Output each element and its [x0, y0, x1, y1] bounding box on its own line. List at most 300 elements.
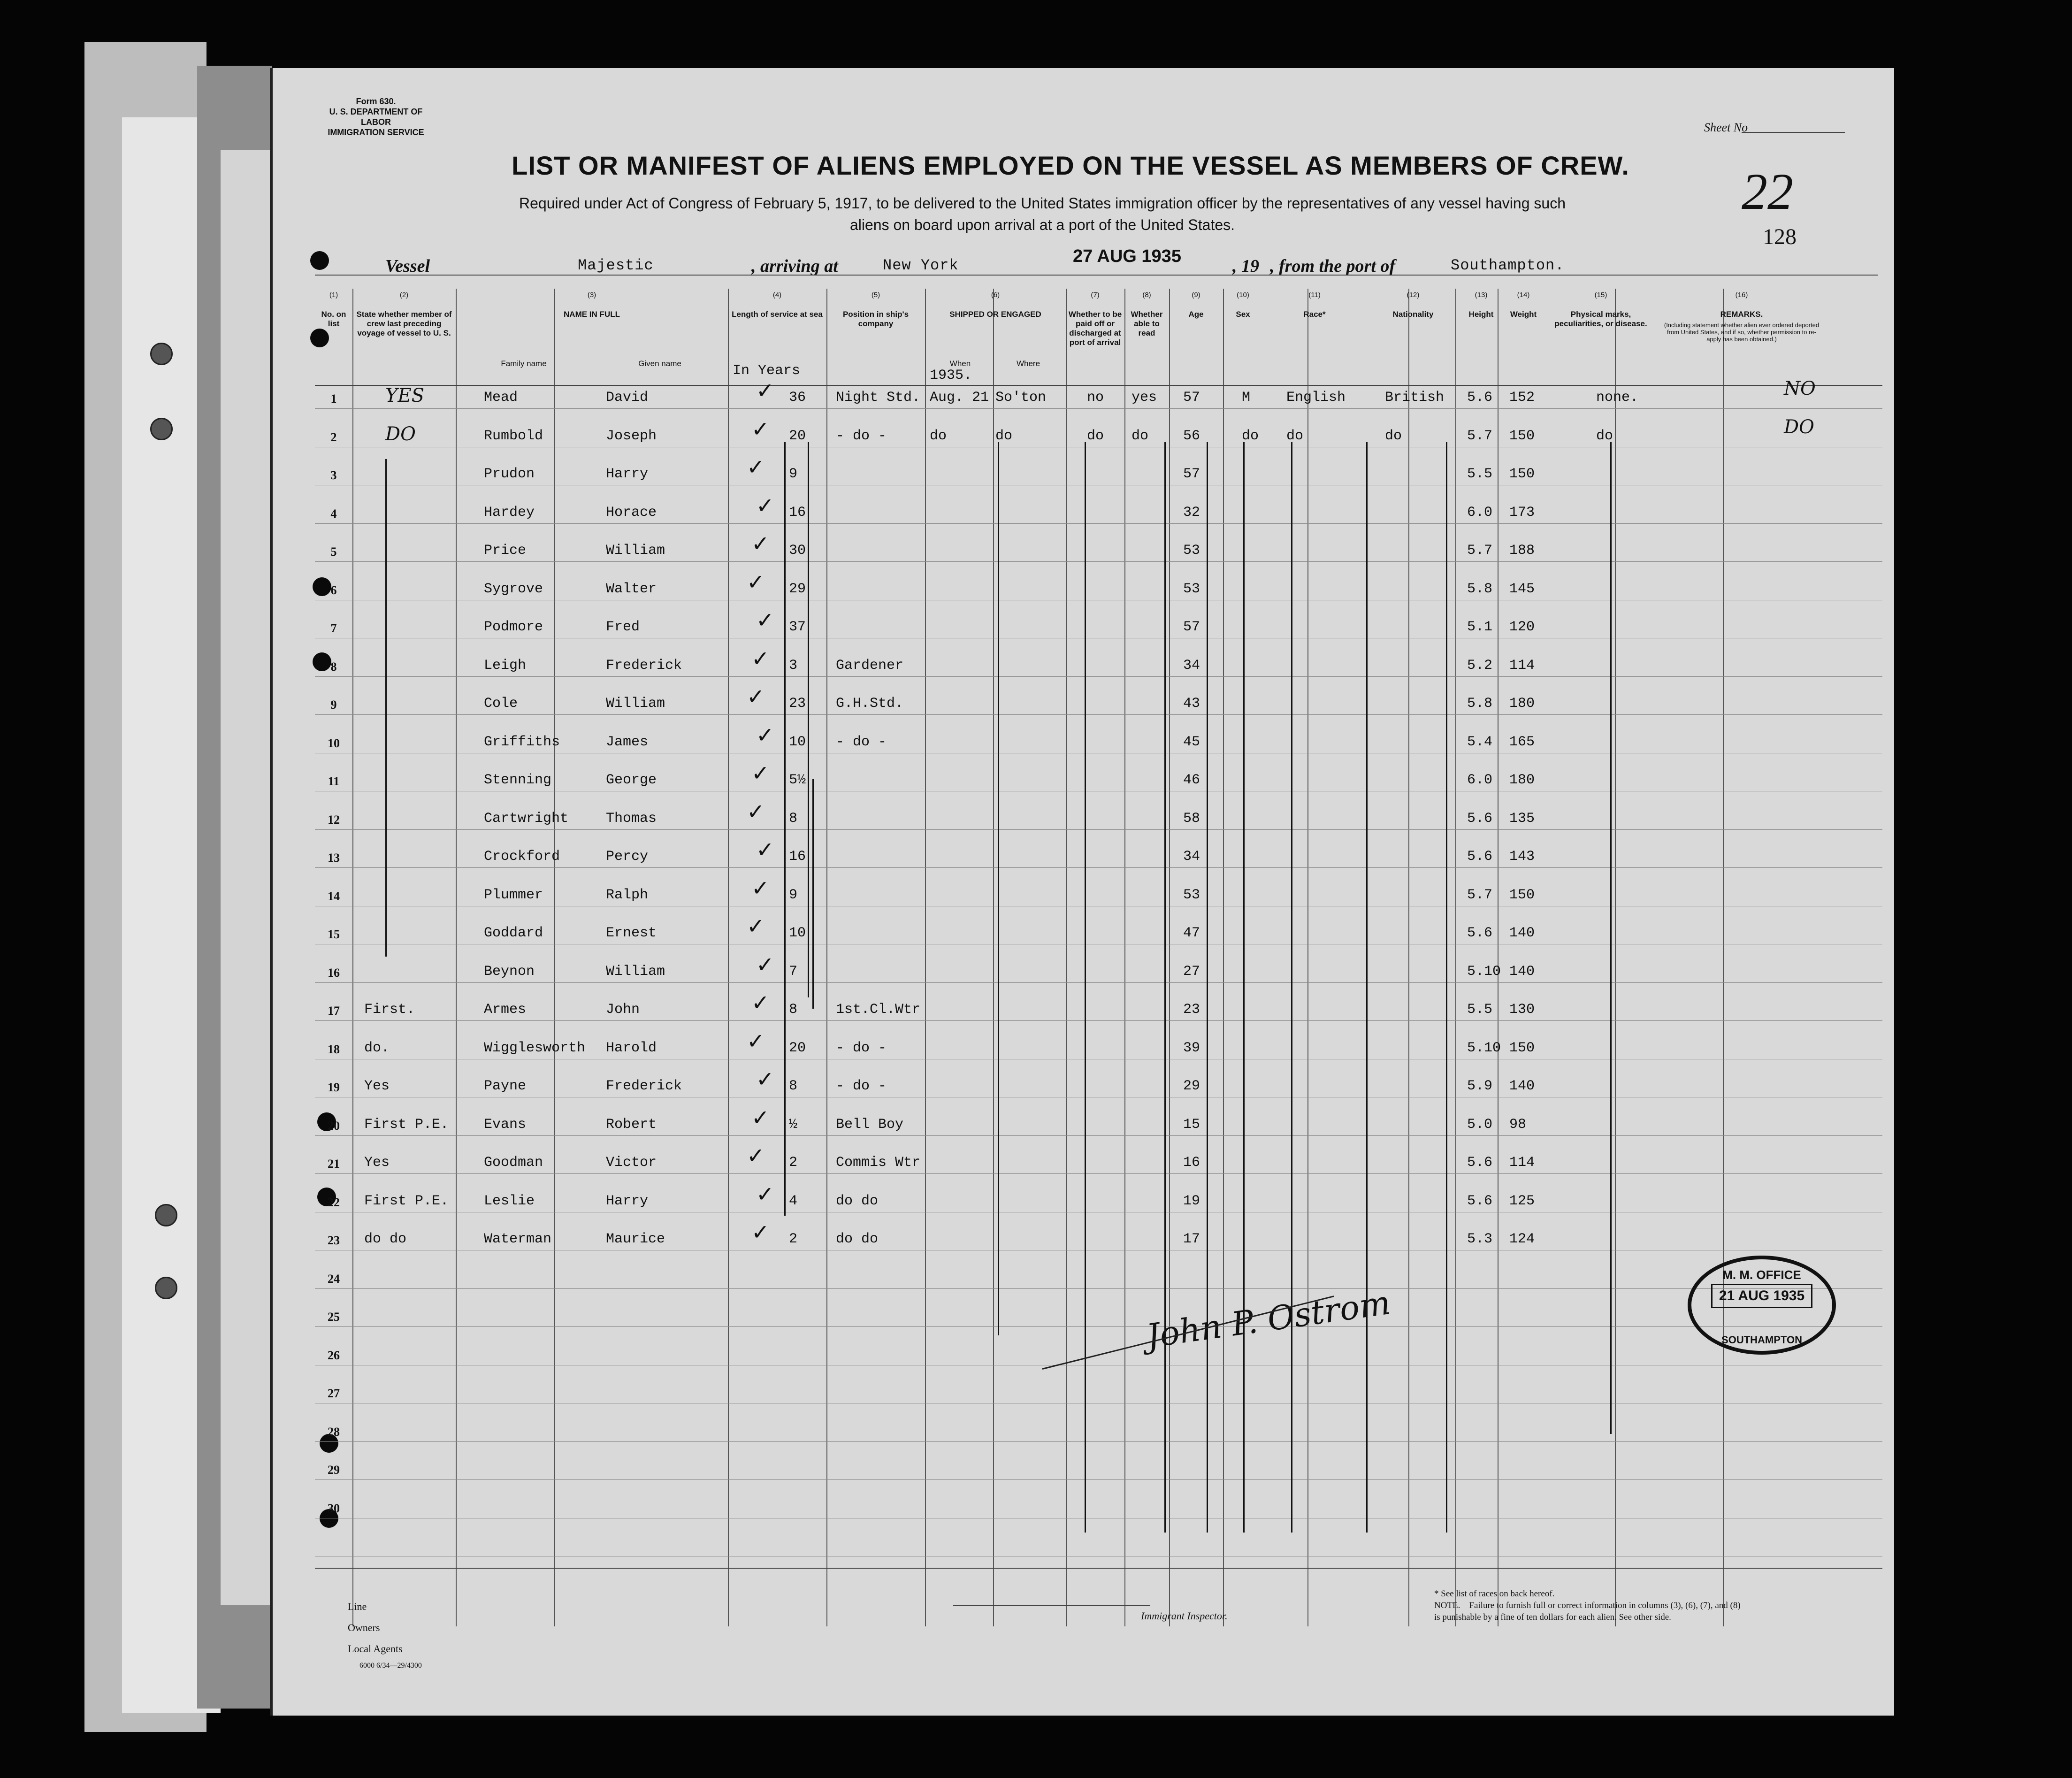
row-number: 24	[328, 1272, 340, 1286]
form-department: U. S. DEPARTMENT OF LABOR	[329, 107, 423, 127]
prev-voyage: First P.E.	[364, 1193, 449, 1209]
height: 5.6	[1467, 1193, 1493, 1209]
row-number: 6	[330, 583, 337, 597]
column-rule	[728, 289, 729, 1626]
age: 56	[1183, 428, 1200, 444]
row-rule	[315, 1479, 1882, 1480]
row-number: 23	[328, 1234, 340, 1247]
age: 39	[1183, 1040, 1200, 1056]
column-rule	[554, 289, 555, 1626]
binder-hole	[155, 1204, 177, 1226]
nationality: do	[1385, 428, 1402, 444]
column-number: (16)	[1735, 291, 1748, 299]
row-rule	[315, 1326, 1882, 1327]
position: Commis Wtr	[836, 1155, 921, 1171]
footer-note-penalty-1: NOTE.—Failure to furnish full or correct information in columns (3), (6), (7), and (8)	[1434, 1601, 1741, 1610]
family-name: Wigglesworth	[484, 1040, 586, 1056]
given-name: Harry	[606, 1193, 649, 1209]
check-mark: ✓	[751, 1219, 770, 1245]
column-header: Race*	[1303, 310, 1326, 319]
column-rule	[993, 289, 994, 1626]
age: 34	[1183, 849, 1200, 865]
arrival-date-stamp: 27 AUG 1935	[1073, 246, 1181, 266]
given-name: William	[606, 543, 665, 559]
binder-hole	[150, 418, 173, 440]
weight: 140	[1509, 963, 1535, 980]
given-name: William	[606, 696, 665, 712]
row-number: 10	[328, 736, 340, 750]
given-name: James	[606, 734, 649, 750]
given-name: Harry	[606, 466, 649, 482]
given-name: Fred	[606, 619, 640, 635]
family-name: Cole	[484, 696, 518, 712]
check-mark: ✓	[751, 875, 770, 901]
given-name: Maurice	[606, 1231, 665, 1247]
row-number: 5	[330, 545, 337, 559]
check-mark: ✓	[756, 378, 774, 403]
row-number: 28	[328, 1425, 340, 1439]
weight: 114	[1509, 657, 1535, 674]
row-number: 19	[328, 1081, 340, 1094]
row-number: 8	[330, 659, 337, 674]
column-number: (15)	[1594, 291, 1607, 299]
row-number: 11	[328, 774, 340, 788]
service-years: 16	[789, 504, 806, 521]
row-rule	[315, 1173, 1882, 1174]
row-number: 2	[330, 430, 337, 444]
arriving-label: , arriving at	[751, 256, 838, 276]
given-name-header: Given name	[638, 359, 681, 368]
shipped-when: Aug. 21	[930, 390, 989, 406]
check-mark: ✓	[751, 1104, 770, 1130]
family-name: Payne	[484, 1078, 527, 1094]
family-name: Goodman	[484, 1155, 543, 1171]
when-header: When	[949, 359, 971, 368]
prev-voyage: Yes	[364, 1078, 390, 1094]
column-number: (10)	[1237, 291, 1249, 299]
ditto-line	[808, 442, 809, 998]
check-mark: ✓	[747, 1143, 765, 1168]
column-header: No. on list	[321, 310, 346, 328]
row-number: 4	[330, 506, 337, 521]
ditto-line	[784, 442, 786, 1216]
family-name: Price	[484, 543, 527, 559]
given-name: Victor	[606, 1155, 657, 1171]
year-label: , 19	[1232, 256, 1259, 276]
height: 5.6	[1467, 390, 1493, 406]
year-note: 1935.	[930, 368, 972, 383]
given-name: Thomas	[606, 810, 657, 827]
family-name: Mead	[484, 390, 518, 406]
age: 29	[1183, 1078, 1200, 1094]
prev-voyage: do do	[364, 1231, 407, 1247]
column-number: (11)	[1308, 291, 1321, 299]
from-port-label: , from the port of	[1270, 256, 1396, 276]
ditto-line	[1243, 442, 1245, 1533]
row-number: 15	[328, 927, 340, 941]
row-number: 30	[328, 1501, 340, 1515]
manifest-sheet	[270, 68, 1894, 1716]
column-header: Whether able to read	[1131, 310, 1163, 337]
service-years: ½	[789, 1116, 798, 1133]
column-rule	[1307, 289, 1308, 1626]
service-years: 20	[789, 428, 806, 444]
weight: 150	[1509, 466, 1535, 482]
ditto-line	[1610, 442, 1612, 1434]
row-rule	[315, 867, 1882, 868]
check-mark: ✓	[756, 1066, 774, 1092]
service-years: 3	[789, 657, 798, 674]
height: 5.3	[1467, 1231, 1493, 1247]
service-years: 2	[789, 1155, 798, 1171]
column-rule	[925, 289, 926, 1626]
weight: 120	[1509, 619, 1535, 635]
column-rule	[1066, 289, 1067, 1626]
weight: 150	[1509, 1040, 1535, 1056]
service-years: 20	[789, 1040, 806, 1056]
family-name-header: Family name	[501, 359, 547, 368]
service-years: 9	[789, 887, 798, 903]
table-bottom-rule	[315, 1568, 1882, 1569]
column-number: (1)	[329, 291, 338, 299]
row-rule	[315, 523, 1882, 524]
sheet-no-label: Sheet No	[1704, 121, 1748, 134]
prev-voyage: DO	[385, 423, 416, 445]
column-number: (3)	[587, 291, 596, 299]
height: 5.5	[1467, 466, 1493, 482]
weight: 135	[1509, 810, 1535, 827]
row-rule	[315, 1288, 1882, 1289]
age: 23	[1183, 1002, 1200, 1018]
column-header: Position in ship's company	[842, 310, 909, 328]
family-name: Evans	[484, 1116, 527, 1133]
footer-print-code: 6000 6/34—29/4300	[359, 1662, 422, 1670]
age: 46	[1183, 772, 1200, 788]
height: 5.6	[1467, 925, 1493, 941]
position: - do -	[836, 428, 887, 444]
punch-hole	[310, 251, 329, 270]
given-name: Ernest	[606, 925, 657, 941]
typed-page-number: 128	[1763, 224, 1797, 249]
service-years: 2	[789, 1231, 798, 1247]
age: 45	[1183, 734, 1200, 750]
row-rule	[315, 1020, 1882, 1021]
column-number: (13)	[1475, 291, 1488, 299]
service-years: 10	[789, 734, 806, 750]
age: 19	[1183, 1193, 1200, 1209]
physical-marks: none.	[1596, 390, 1639, 406]
given-name: William	[606, 963, 665, 980]
footer-inspector-label: Immigrant Inspector.	[1141, 1610, 1228, 1622]
weight: 98	[1509, 1116, 1527, 1133]
age: 47	[1183, 925, 1200, 941]
height: 5.8	[1467, 696, 1493, 712]
departure-port: Southampton.	[1451, 257, 1565, 274]
stamp-top-text: M. M. OFFICE	[1722, 1268, 1801, 1282]
given-name: Frederick	[606, 1078, 682, 1094]
footer-owners-label: Owners	[348, 1622, 380, 1633]
column-header: Physical marks, peculiarities, or disease.	[1554, 310, 1647, 328]
family-name: Waterman	[484, 1231, 552, 1247]
column-header: Sex	[1236, 310, 1250, 319]
family-name: Prudon	[484, 466, 535, 482]
position: Gardener	[836, 657, 904, 674]
sheet-no-line	[1742, 132, 1845, 133]
age: 32	[1183, 504, 1200, 521]
row-rule	[315, 1135, 1882, 1136]
family-name: Stenning	[484, 772, 552, 788]
subtitle	[409, 192, 1676, 236]
weight: 150	[1509, 887, 1535, 903]
arrival-port: New York	[883, 257, 959, 274]
column-rule	[1723, 289, 1724, 1626]
ditto-line	[998, 442, 999, 1336]
row-number: 9	[330, 698, 337, 712]
binder-hole	[150, 343, 173, 365]
vessel-name: Majestic	[578, 257, 654, 274]
weight: 114	[1509, 1155, 1535, 1171]
row-number: 14	[328, 889, 340, 903]
column-header: Age	[1188, 310, 1204, 319]
prev-voyage: First P.E.	[364, 1116, 449, 1133]
service-years: 29	[789, 581, 806, 597]
ditto-line	[1207, 442, 1208, 1533]
weight: 152	[1509, 390, 1535, 406]
able-to-read: do	[1132, 428, 1149, 444]
age: 27	[1183, 963, 1200, 980]
header-rule	[315, 385, 1882, 386]
given-name: John	[606, 1002, 640, 1018]
height: 5.6	[1467, 1155, 1493, 1171]
family-name: Plummer	[484, 887, 543, 903]
manifest-table	[315, 289, 1882, 1626]
row-rule	[315, 561, 1882, 562]
check-mark: ✓	[747, 1028, 765, 1054]
check-mark: ✓	[756, 951, 774, 977]
service-years: 8	[789, 810, 798, 827]
vessel-line	[315, 275, 1878, 276]
column-number: (7)	[1091, 291, 1100, 299]
weight: 150	[1509, 428, 1535, 444]
binder-hole	[155, 1277, 177, 1299]
column-header: Nationality	[1392, 310, 1434, 319]
column-rule	[1455, 289, 1456, 1626]
weight: 143	[1509, 849, 1535, 865]
family-name: Armes	[484, 1002, 527, 1018]
given-name: Harold	[606, 1040, 657, 1056]
family-name: Hardey	[484, 504, 535, 521]
page-title: LIST OR MANIFEST OF ALIENS EMPLOYED ON THE VESSEL AS MEMBERS OF CREW.	[512, 151, 1629, 180]
column-number: (12)	[1407, 291, 1420, 299]
remarks: NO	[1784, 378, 1816, 399]
weight: 180	[1509, 696, 1535, 712]
row-number: 27	[328, 1387, 340, 1400]
vessel-label: Vessel	[385, 256, 430, 276]
age: 34	[1183, 657, 1200, 674]
form-service: IMMIGRATION SERVICE	[328, 128, 424, 137]
column-rule	[826, 289, 827, 1626]
sex: do	[1242, 428, 1259, 444]
age: 16	[1183, 1155, 1200, 1171]
check-mark: ✓	[756, 722, 774, 748]
check-mark: ✓	[747, 454, 765, 480]
height: 5.7	[1467, 428, 1493, 444]
age: 53	[1183, 887, 1200, 903]
service-years: 9	[789, 466, 798, 482]
form-id	[317, 96, 435, 138]
service-years: 8	[789, 1002, 798, 1018]
age: 43	[1183, 696, 1200, 712]
handwritten-page-number: 22	[1742, 163, 1793, 220]
page-edge-4	[221, 150, 277, 1605]
row-number: 1	[330, 392, 337, 406]
service-unit: In Years	[733, 363, 801, 379]
weight: 173	[1509, 504, 1535, 521]
service-years: 8	[789, 1078, 798, 1094]
given-name: Robert	[606, 1116, 657, 1133]
column-rule	[1615, 289, 1616, 1626]
height: 6.0	[1467, 772, 1493, 788]
check-mark: ✓	[756, 607, 774, 633]
check-mark: ✓	[747, 798, 765, 824]
height: 5.10	[1467, 1040, 1501, 1056]
service-years: 37	[789, 619, 806, 635]
weight: 165	[1509, 734, 1535, 750]
age: 57	[1183, 390, 1200, 406]
age: 58	[1183, 810, 1200, 827]
family-name: Griffiths	[484, 734, 560, 750]
remarks-note: (Including statement whether alien ever ordered deported from United States, and if so, whether permission to re-apply has been obtained.)	[1664, 322, 1820, 343]
height: 5.9	[1467, 1078, 1493, 1094]
position: - do -	[836, 734, 887, 750]
race: do	[1286, 428, 1304, 444]
family-name: Sygrove	[484, 581, 543, 597]
ditto-line	[385, 459, 387, 957]
given-name: Walter	[606, 581, 657, 597]
column-header: REMARKS.	[1720, 310, 1763, 319]
weight: 180	[1509, 772, 1535, 788]
row-number: 12	[328, 812, 340, 827]
column-rule	[1498, 289, 1499, 1626]
physical-marks: do	[1596, 428, 1613, 444]
row-number: 17	[328, 1004, 340, 1018]
column-rule	[456, 289, 457, 1626]
ditto-line	[1164, 442, 1166, 1533]
ditto-line	[1085, 442, 1086, 1533]
position: do do	[836, 1231, 879, 1247]
prev-voyage: First.	[364, 1002, 415, 1018]
column-number: (5)	[871, 291, 880, 299]
subtitle-line-2: aliens on board upon arrival at a port of the United States.	[849, 216, 1235, 233]
height: 5.4	[1467, 734, 1493, 750]
height: 5.1	[1467, 619, 1493, 635]
age: 53	[1183, 543, 1200, 559]
column-rule	[1223, 289, 1224, 1626]
service-years: 30	[789, 543, 806, 559]
height: 5.7	[1467, 887, 1493, 903]
column-header: State whether member of crew last preceding voyage of vessel to U. S.	[356, 310, 452, 337]
given-name: George	[606, 772, 657, 788]
column-header: Height	[1468, 310, 1494, 319]
age: 15	[1183, 1116, 1200, 1133]
family-name: Leslie	[484, 1193, 535, 1209]
age: 57	[1183, 466, 1200, 482]
paid-off: do	[1087, 428, 1104, 444]
given-name: Percy	[606, 849, 649, 865]
ditto-line	[1291, 442, 1292, 1533]
race: English	[1286, 390, 1346, 406]
check-mark: ✓	[756, 492, 774, 518]
service-years: 5½	[789, 772, 806, 788]
row-rule	[315, 408, 1882, 409]
service-years: 36	[789, 390, 806, 406]
ditto-line	[812, 779, 814, 1009]
column-header: Length of service at sea	[732, 310, 823, 319]
position: - do -	[836, 1040, 887, 1056]
weight: 124	[1509, 1231, 1535, 1247]
where-header: Where	[1016, 359, 1040, 368]
height: 5.5	[1467, 1002, 1493, 1018]
height: 5.6	[1467, 849, 1493, 865]
row-number: 22	[328, 1195, 340, 1209]
column-number: (2)	[399, 291, 409, 299]
ditto-line	[1446, 442, 1447, 1533]
height: 5.7	[1467, 543, 1493, 559]
check-mark: ✓	[747, 684, 765, 709]
row-number: 20	[328, 1119, 340, 1133]
column-header: SHIPPED OR ENGAGED	[949, 310, 1041, 319]
weight: 140	[1509, 925, 1535, 941]
row-number: 16	[328, 966, 340, 980]
shipped-where: do	[995, 428, 1013, 444]
family-name: Crockford	[484, 849, 560, 865]
height: 5.10	[1467, 963, 1501, 980]
stamp-date: 21 AUG 1935	[1711, 1284, 1812, 1308]
sex: M	[1242, 390, 1251, 406]
row-number: 7	[330, 621, 337, 635]
weight: 188	[1509, 543, 1535, 559]
check-mark: ✓	[751, 416, 770, 442]
check-mark: ✓	[751, 645, 770, 671]
nationality: British	[1385, 390, 1445, 406]
check-mark: ✓	[751, 990, 770, 1015]
footer-line-label: Line	[348, 1601, 367, 1612]
check-mark: ✓	[747, 569, 765, 595]
row-number: 29	[328, 1463, 340, 1477]
weight: 130	[1509, 1002, 1535, 1018]
family-name: Podmore	[484, 619, 543, 635]
weight: 145	[1509, 581, 1535, 597]
given-name: Horace	[606, 504, 657, 521]
prev-voyage: do.	[364, 1040, 390, 1056]
row-rule	[315, 714, 1882, 715]
row-number: 26	[328, 1348, 340, 1362]
paid-off: no	[1087, 390, 1104, 406]
column-number: (6)	[991, 291, 1000, 299]
row-rule	[315, 982, 1882, 983]
column-number: (9)	[1192, 291, 1200, 299]
row-rule	[315, 1441, 1882, 1442]
family-name: Beynon	[484, 963, 535, 980]
family-name: Goddard	[484, 925, 543, 941]
height: 5.8	[1467, 581, 1493, 597]
mm-office-stamp	[1688, 1256, 1836, 1355]
position: do do	[836, 1193, 879, 1209]
remarks: DO	[1784, 416, 1814, 438]
position: G.H.Std.	[836, 696, 904, 712]
age: 57	[1183, 619, 1200, 635]
column-rule	[1169, 289, 1170, 1626]
